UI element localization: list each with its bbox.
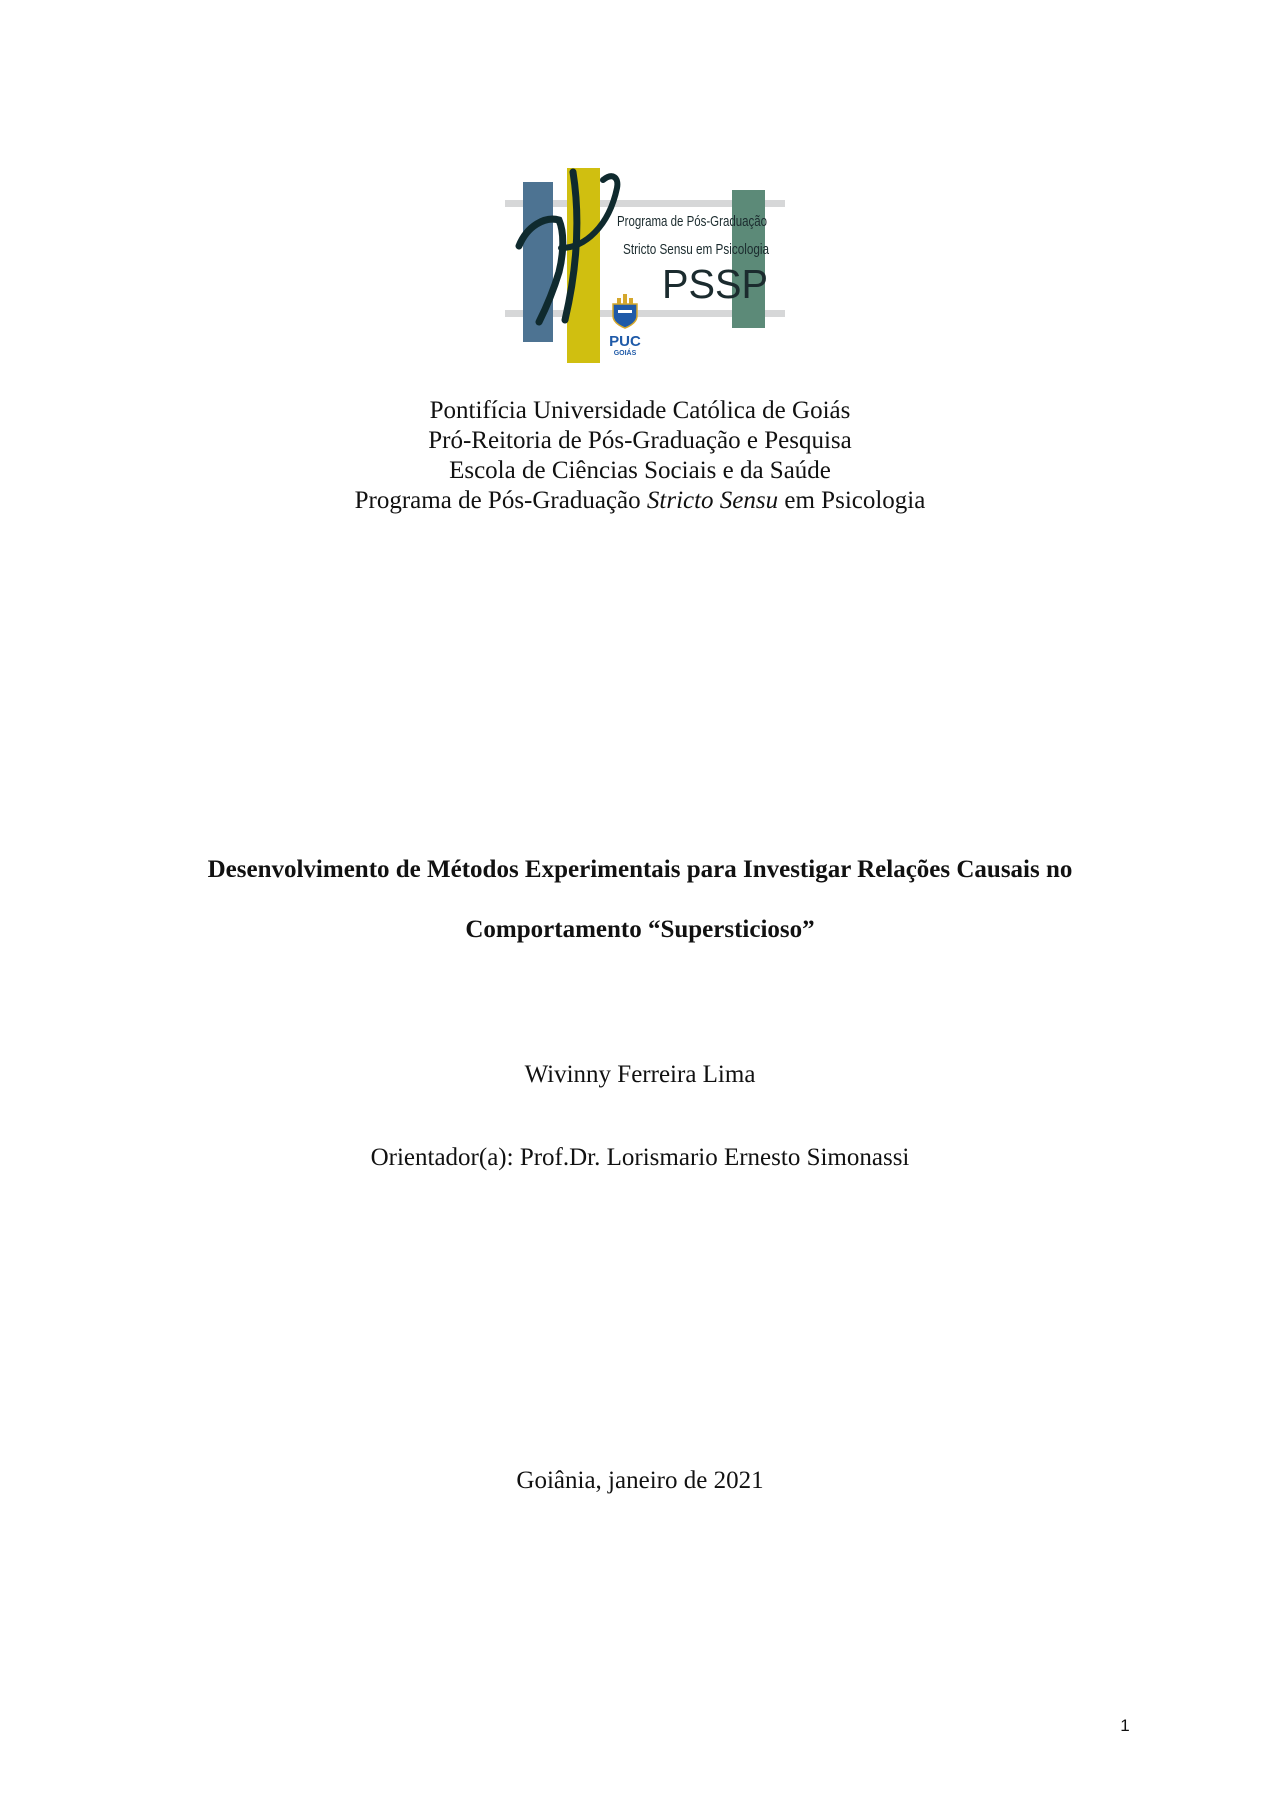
advisor-line: Orientador(a): Prof.Dr. Lorismario Ernesto Simonassi	[370, 1144, 910, 1171]
thesis-title-line1: Desenvolvimento de Métodos Experimentais para Investigar Relações Causais no	[207, 856, 1073, 883]
logo-goias-text: GOIÁS	[613, 350, 637, 357]
thesis-title-line2: Comportamento “Supersticioso”	[465, 916, 815, 943]
institution-block	[0, 396, 1280, 516]
pssp-logo	[505, 160, 785, 365]
logo-green-bar	[732, 190, 765, 328]
logo-program-line1: Programa de Pós-Graduação	[617, 213, 767, 230]
puc-crest-icon	[613, 294, 637, 328]
institution-line-university: Pontifícia Universidade Católica de Goiás	[429, 397, 851, 424]
logo-program-line2: Stricto Sensu em Psicologia	[623, 241, 770, 258]
place-date: Goiânia, janeiro de 2021	[516, 1467, 764, 1494]
page-number: 1	[1120, 1716, 1130, 1735]
program-suffix: em Psicologia	[784, 487, 926, 514]
institution-line-program	[0, 486, 1280, 516]
program-prefix: Programa de Pós-Graduação	[354, 487, 641, 514]
thesis-title	[120, 840, 1160, 960]
program-italic: Stricto Sensu	[646, 487, 779, 514]
pssp-logo-graphic	[505, 160, 785, 365]
institution-line-school: Escola de Ciências Sociais e da Saúde	[449, 457, 831, 484]
institution-line-prorectory: Pró-Reitoria de Pós-Graduação e Pesquisa	[428, 427, 852, 454]
author-name: Wivinny Ferreira Lima	[524, 1061, 756, 1088]
logo-puc-text: PUC	[609, 333, 641, 350]
logo-acronym: PSSP	[662, 261, 768, 307]
